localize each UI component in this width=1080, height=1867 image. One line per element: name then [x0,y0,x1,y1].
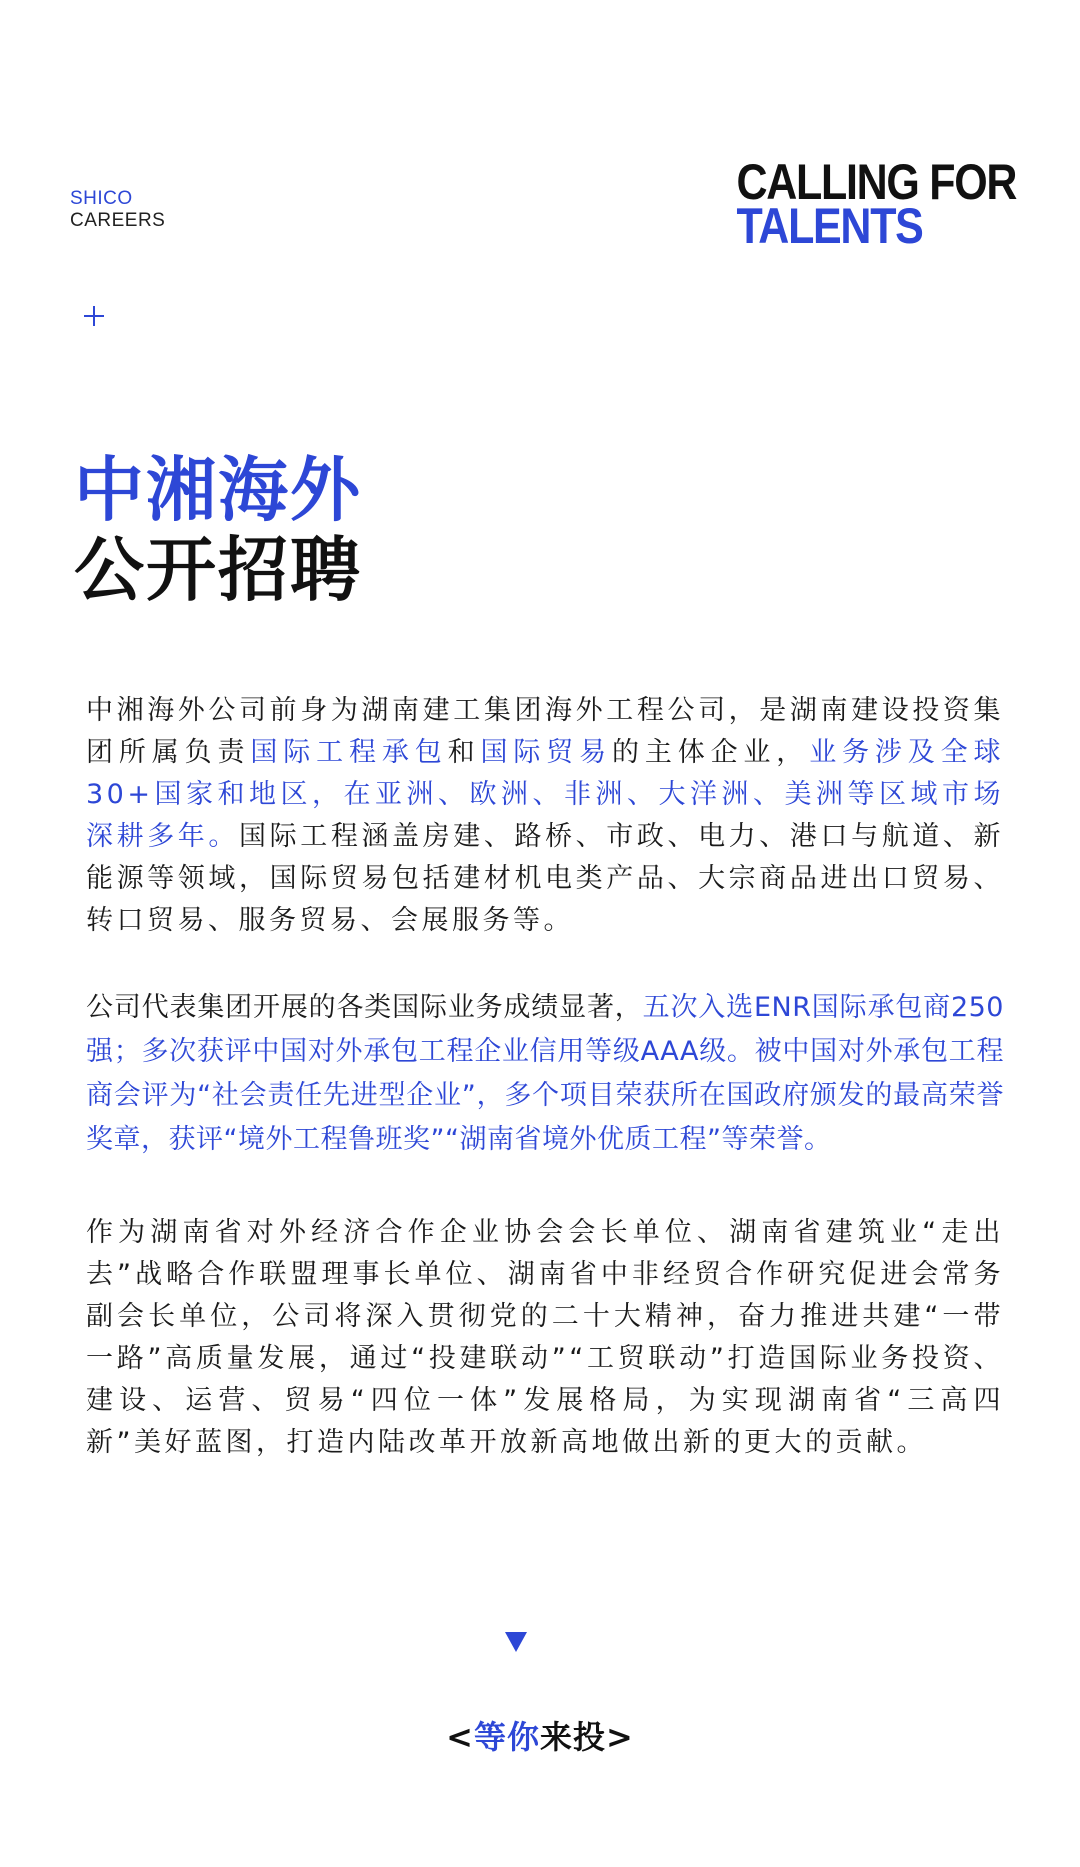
highlight-segment: 国际贸易 [480,737,612,768]
mission-paragraph: 作为湖南省对外经济合作企业协会会长单位、湖南省建筑业“走出去”战略合作联盟理事长单位、湖南省中非经贸合作研究促进会常务副会长单位，公司将深入贯彻党的二十大精神，奋力推进共建“一带一路”高质量发展，通过“投建联动”“工贸联动”打造国际业务投资、建设、运营、贸易“四位一体”发展格局，为实现湖南省“三高四新”美好蓝图，打造内陆改革开放新高地做出新的更大的贡献。 [86,1217,1004,1458]
cta-blue-text: 等你 [473,1718,540,1756]
call-to-action[interactable] [0,1712,1080,1758]
triangle-down-icon [505,1632,527,1652]
title-line2: 公开招聘 [74,529,362,611]
achievements-paragraph [86,986,1004,1162]
highlight-segment: 五次入选ENR国际承包商250强；多次获评中国对外承包工程企业信用等级AAA级。被中国对外承包工程商会评为“社会责任先进型企业”，多个项目荣获所在国政府颁发的最高荣誉奖章，获评“境外工程鲁班奖”“湖南省境外优质工程”等荣誉。 [86,992,1004,1155]
brand-logo [70,188,165,232]
page-title [74,450,362,610]
intro-paragraph [86,690,1004,942]
cta-dark-text: 来投 [540,1718,607,1756]
highlight-segment: 国际工程承包 [250,737,448,768]
headline [736,154,1016,254]
brand-line1: SHICO [70,188,133,209]
text-segment: 的主体企业， [611,737,810,768]
text-segment: 公司代表集团开展的各类国际业务成绩显著， [86,992,643,1023]
text-segment: 国际工程涵盖房建、路桥、市政、电力、港口与航道、新能源等领域，国际贸易包括建材机电类产品、大宗商品进出口贸易、转口贸易、服务贸易、会展服务等。 [86,821,1005,936]
headline-line2: TALENTS [736,198,923,254]
text-segment: 和 [447,737,481,768]
text-segment: 中湘海外公司前身为湖南建工集团海外工程公司，是湖南建设投资集团所属负责 [86,695,1004,768]
cta-close-bracket: > [606,1718,634,1756]
plus-icon [84,306,104,326]
headline-line1: CALLING FOR [736,154,1016,210]
highlight-segment: 业务涉及全球30+国家和地区，在亚洲、欧洲、非洲、大洋洲、美洲等区域市场深耕多年。 [86,737,1005,852]
cta-open-bracket: < [446,1718,474,1756]
brand-line2: CAREERS [70,210,166,231]
title-line1: 中湘海外 [74,449,362,531]
